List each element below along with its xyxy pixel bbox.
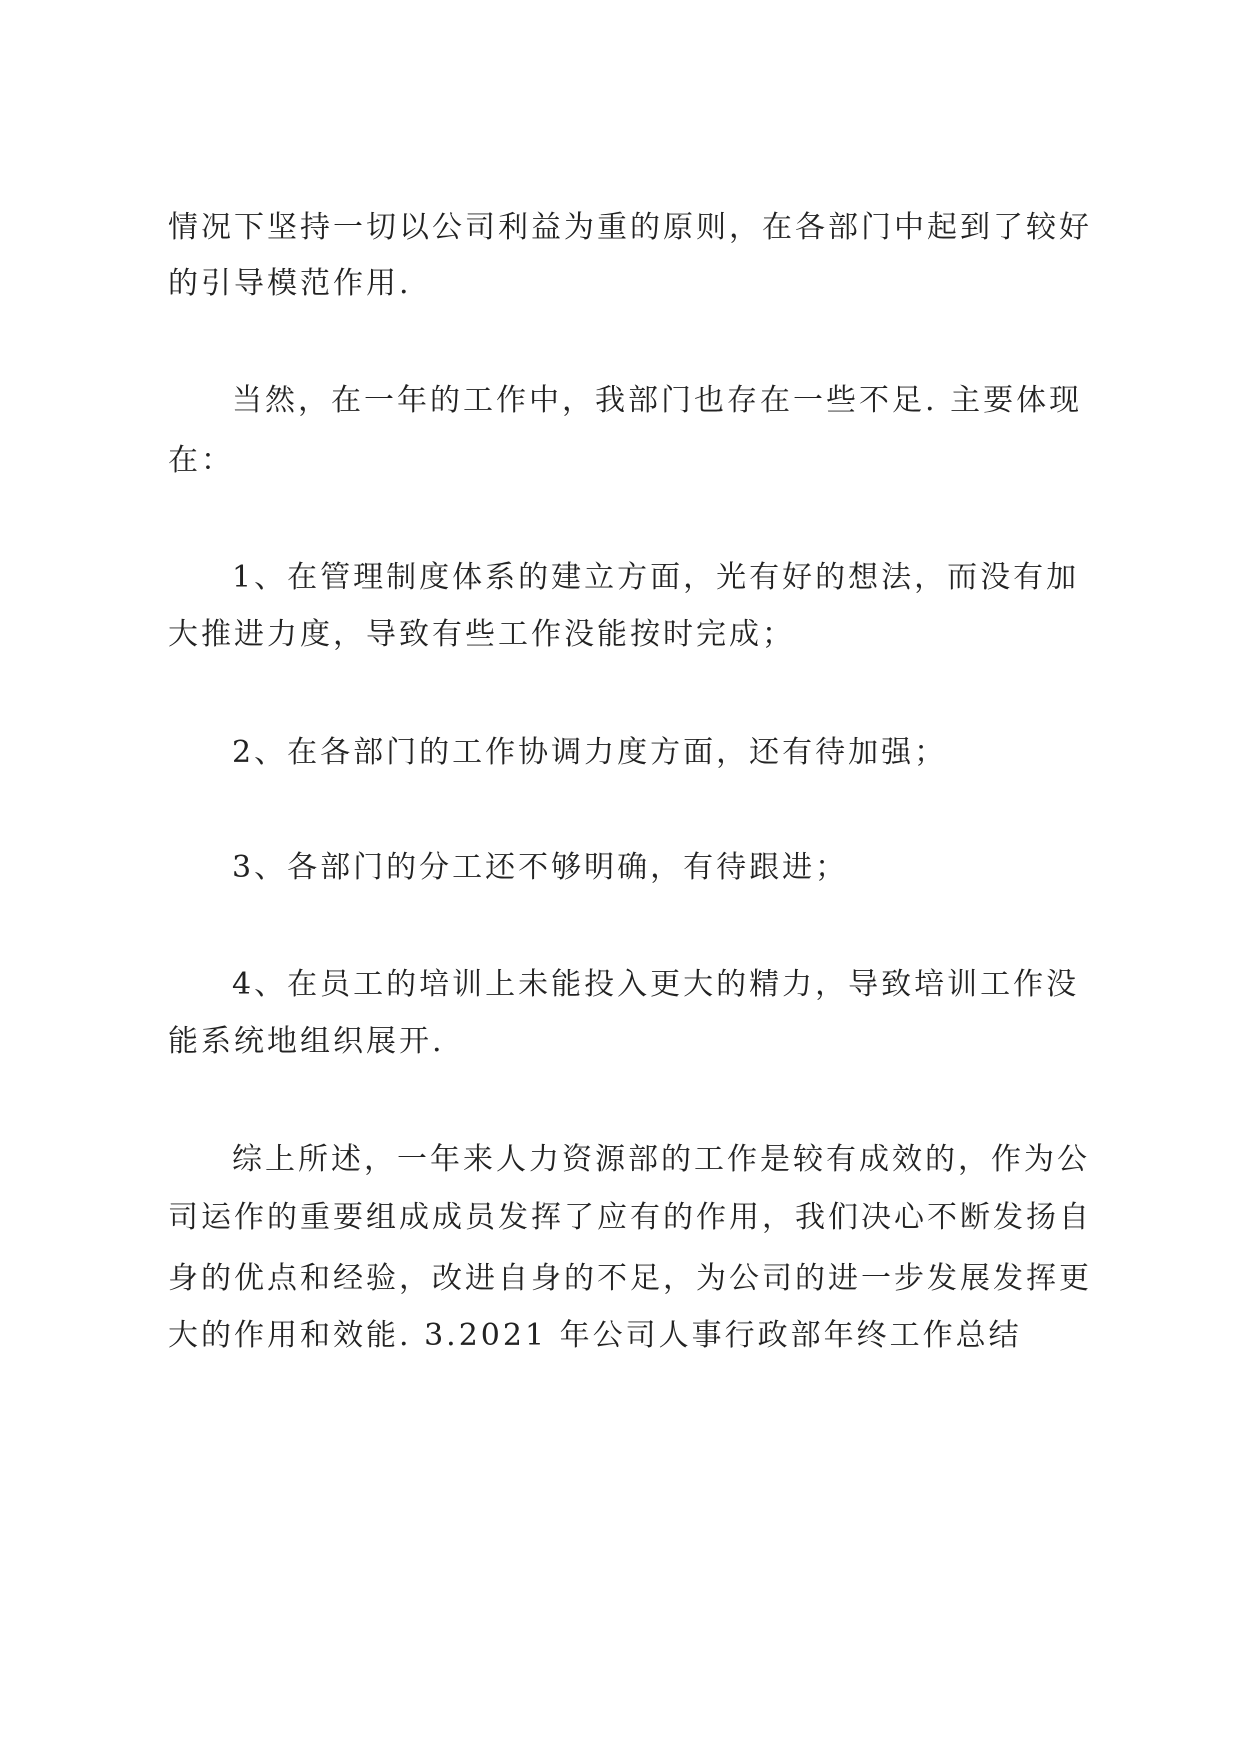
- text-line: 能系统地组织展开.: [168, 1024, 445, 1059]
- text-line: 4、在员工的培训上未能投入更大的精力，导致培训工作没: [232, 967, 1080, 1002]
- text-line: 司运作的重要组成成员发挥了应有的作用，我们决心不断发扬自: [168, 1200, 1092, 1235]
- text-line: 1、在管理制度体系的建立方面，光有好的想法，而没有加: [232, 560, 1080, 595]
- text-line: 综上所述，一年来人力资源部的工作是较有成效的，作为公: [232, 1142, 1090, 1177]
- text-line: 大推进力度，导致有些工作没能按时完成；: [168, 617, 795, 652]
- text-line: 2、在各部门的工作协调力度方面，还有待加强；: [232, 735, 948, 770]
- text-line: 情况下坚持一切以公司利益为重的原则，在各部门中起到了较好: [168, 210, 1092, 245]
- text-line: 在：: [168, 443, 234, 478]
- text-line: 身的优点和经验，改进自身的不足，为公司的进一步发展发挥更: [168, 1261, 1092, 1296]
- text-line: 大的作用和效能. 3.2021 年公司人事行政部年终工作总结: [168, 1318, 1022, 1353]
- text-line: 的引导模范作用.: [168, 266, 412, 301]
- text-line: 3、各部门的分工还不够明确，有待跟进；: [232, 850, 849, 885]
- text-line: 当然，在一年的工作中，我部门也存在一些不足. 主要体现: [232, 383, 1083, 418]
